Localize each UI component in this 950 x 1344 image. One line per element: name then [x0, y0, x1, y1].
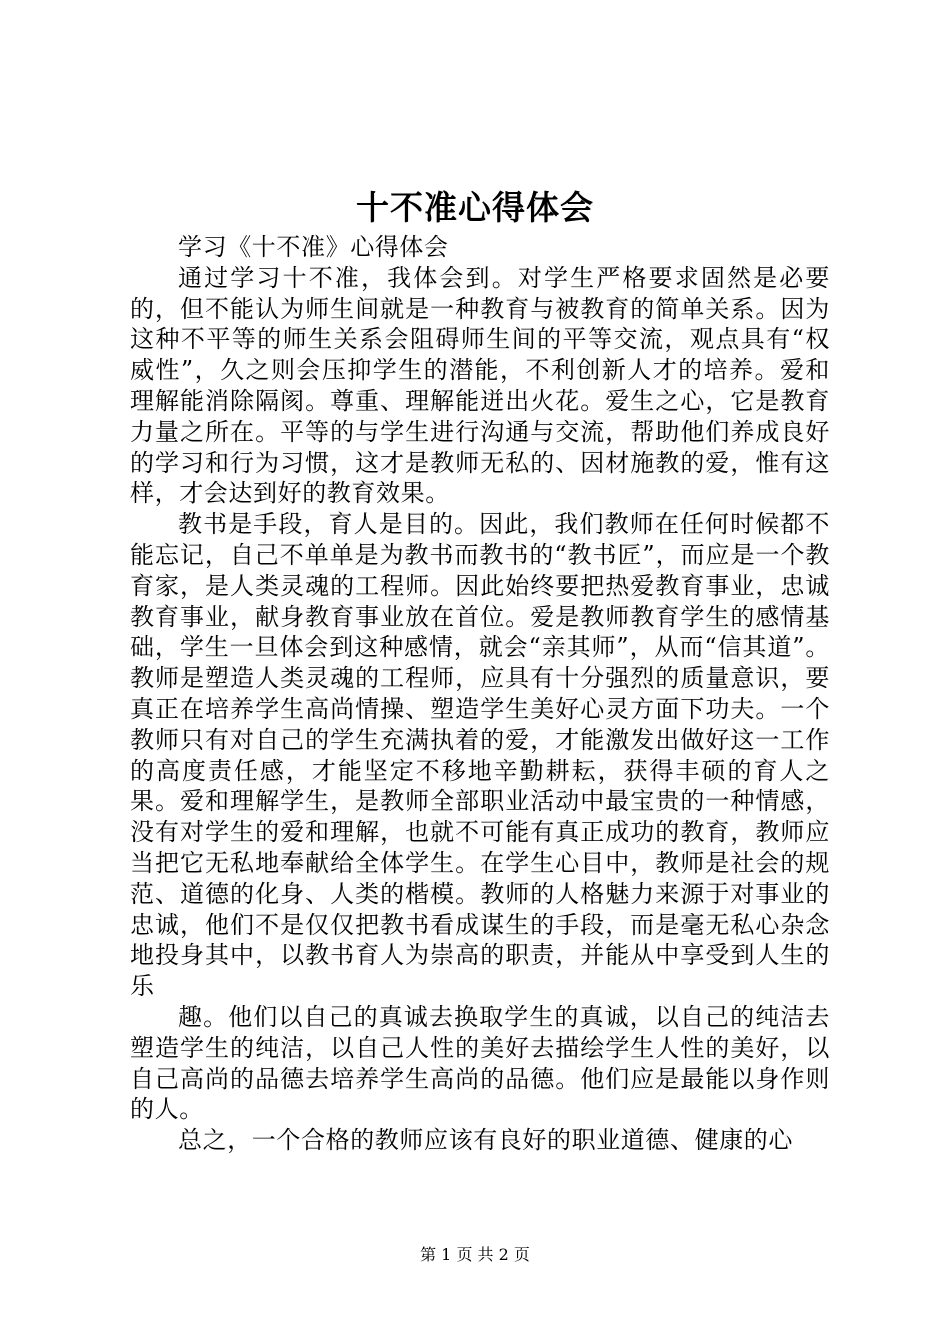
page-number-footer: 第 1 页 共 2 页 — [420, 1245, 530, 1264]
paragraph: 通过学习十不准，我体会到。对学生严格要求固然是必要的，但不能认为师生间就是一种教育与被教育的简单关系。因为这种不平等的师生关系会阻碍师生间的平等交流，观点具有“权威性”，久之则会压抑学生的潜能，不利创新人才的培养。爱和理解能消除隔阂。尊重、理解能迸出火花。爱生之心，它是教育力量之所在。平等的与学生进行沟通与交流，帮助他们养成良好的学习和行为习惯，这才是教师无私的、因材施教的爱，惟有这样，才会达到好的教育效果。 — [130, 263, 830, 508]
paragraph: 总之，一个合格的教师应该有良好的职业道德、健康的心 — [178, 1126, 793, 1155]
paragraph: 趣。他们以自己的真诚去换取学生的真诚，以自己的纯洁去塑造学生的纯洁，以自己人性的美好去描绘学生人性的美好，以自己高尚的品德去培养学生高尚的品德。他们应是最能以身作则的人。 — [130, 1002, 830, 1124]
paragraph: 教书是手段，育人是目的。因此，我们教师在任何时候都不能忘记，自己不单单是为教书而教书的“教书匠”，而应是一个教育家，是人类灵魂的工程师。因此始终要把热爱教育事业，忠诚教育事业，献身教育事业放在首位。爱是教师教育学生的感情基础，学生一旦体会到这种感情，就会“亲其师”，从而“信其道”。教师是塑造人类灵魂的工程师，应具有十分强烈的质量意识，要真正在培养学生高尚情操、塑造学生美好心灵方面下功夫。一个教师只有对自己的学生充满执着的爱，才能激发出做好这一工作的高度责任感，才能坚定不移地辛勤耕耘，获得丰硕的育人之果。爱和理解学生，是教师全部职业活动中最宝贵的一种情感，没有对学生的爱和理解，也就不可能有真正成功的教育，教师应当把它无私地奉献给全体学生。在学生心目中，教师是社会的规范、道德的化身、人类的楷模。教师的人格魅力来源于对事业的忠诚，他们不是仅仅把教书看成谋生的手段，而是毫无私心杂念地投身其中，以教书育人为崇高的职责，并能从中享受到人生的乐 — [130, 510, 830, 1001]
paragraph-subtitle: 学习《十不准》心得体会 — [178, 233, 449, 261]
document-title: 十不准心得体会 — [356, 188, 594, 227]
document-body — [130, 232, 830, 1156]
